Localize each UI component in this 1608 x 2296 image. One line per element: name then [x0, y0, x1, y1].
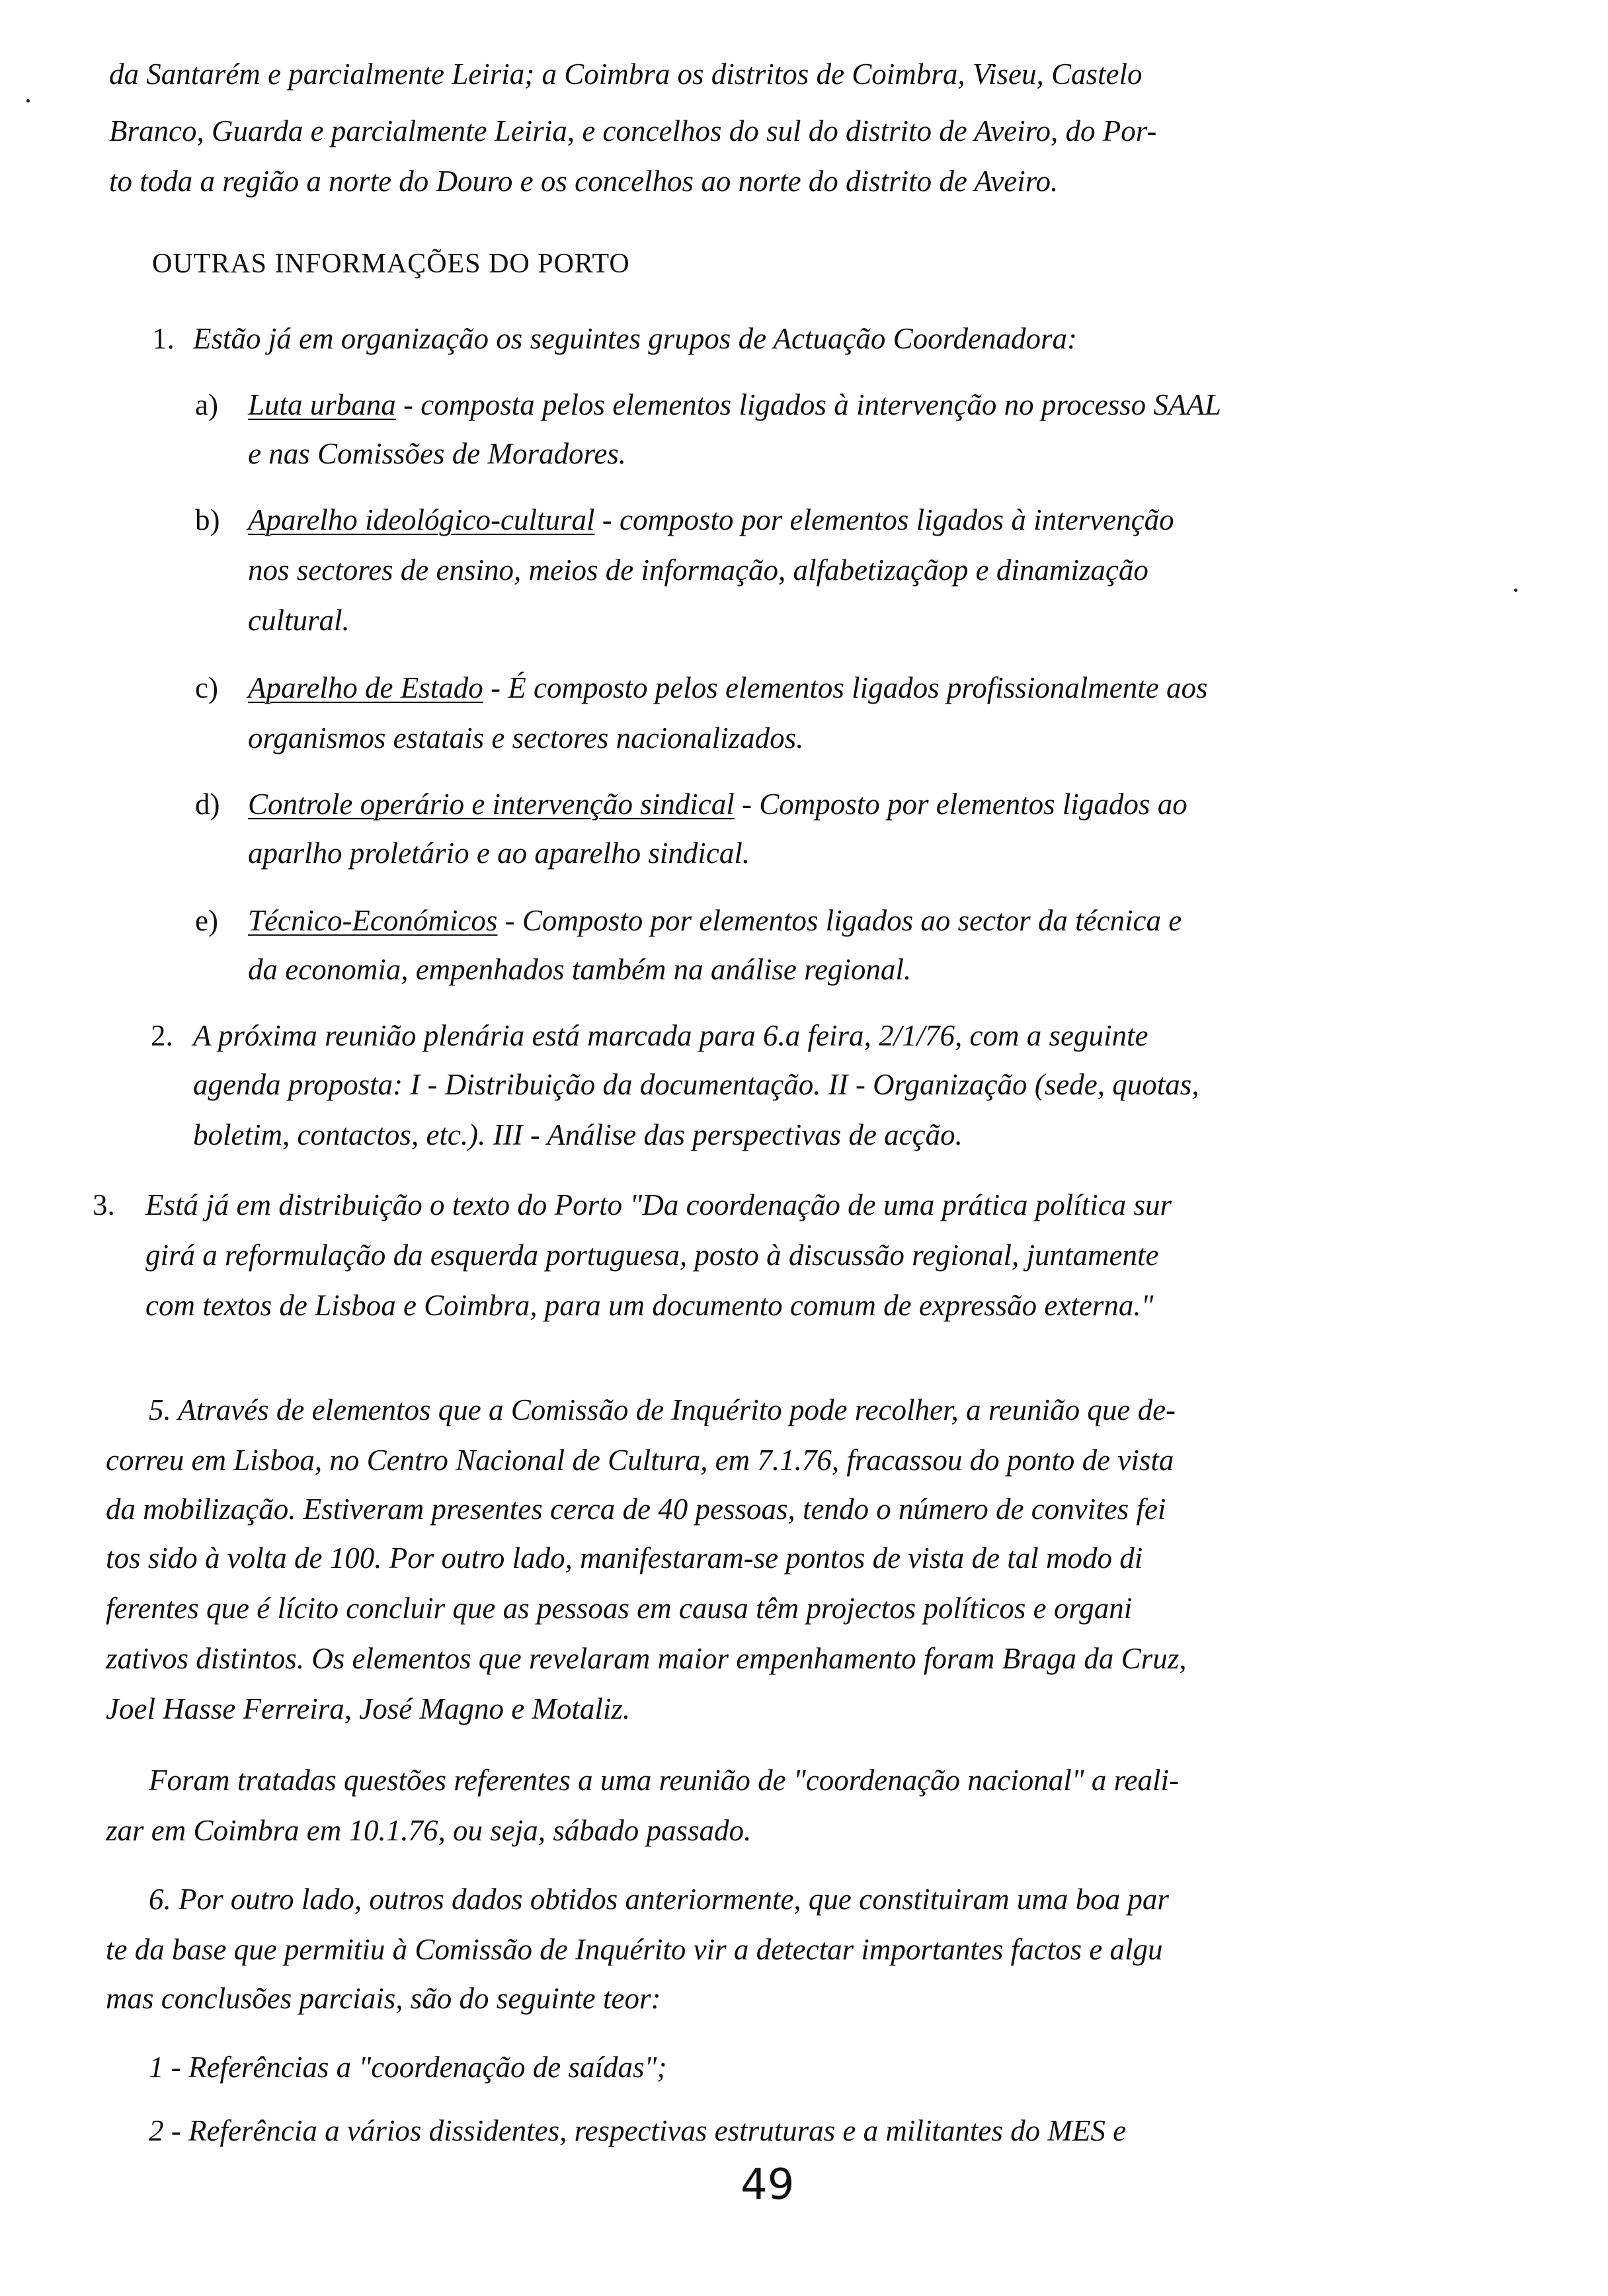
text-line: girá a reformulação da esquerda portuguesa, posto à discussão regional, juntamente — [145, 1239, 1159, 1272]
text-line: com textos de Lisboa e Coimbra, para um documento comum de expressão externa." — [145, 1289, 1154, 1322]
page-number: 49 — [741, 2160, 795, 2209]
text-line: correu em Lisboa, no Centro Nacional de Cultura, em 7.1.76, fracassou do ponto de vista — [106, 1444, 1174, 1477]
text-line: agenda proposta: I - Distribuição da documentação. II - Organização (sede, quotas, — [193, 1068, 1199, 1101]
subitem-text: - composta pelos elementos ligados à intervenção no processo SAAL — [395, 388, 1221, 421]
subitem-title: Aparelho de Estado — [248, 671, 483, 704]
subitem-text: - composto por elementos ligados à intervenção — [594, 503, 1174, 536]
text-line: ferentes que é lícito concluir que as pessoas em causa têm projectos políticos e organi — [106, 1592, 1133, 1625]
item-number: 1. — [152, 322, 175, 355]
text-line: Foram tratadas questões referentes a uma reunião de "coordenação nacional" a reali- — [149, 1764, 1179, 1797]
scan-speck — [1514, 589, 1517, 592]
subitem-label: c) — [195, 671, 218, 704]
subitem-label: d) — [195, 788, 220, 821]
text-line: aparlho proletário e ao aparelho sindical. — [248, 837, 750, 870]
text-line: zar em Coimbra em 10.1.76, ou seja, sábado passado. — [106, 1814, 752, 1847]
text-line: da mobilização. Estiveram presentes cerca de 40 pessoas, tendo o número de convites fei — [106, 1493, 1166, 1526]
text-line: organismos estatais e sectores nacionalizados. — [248, 721, 804, 755]
list-item: 1 - Referências a "coordenação de saídas"; — [149, 2051, 667, 2084]
item-text: Estão já em organização os seguintes grupos de Actuação Coordenadora: — [193, 322, 1077, 355]
subitem-text: - Composto por elementos ligados ao — [734, 788, 1187, 821]
text-line: tos sido à volta de 100. Por outro lado, manifestaram-se pontos de vista de tal modo di — [106, 1541, 1143, 1575]
subitem-first-line — [248, 390, 1221, 420]
text-line: da economia, empenhados também na análise regional. — [248, 953, 912, 986]
subitem-title: Técnico-Económicos — [248, 904, 498, 937]
text-line: 6. Por outro lado, outros dados obtidos anteriormente, que constituiram uma boa par — [149, 1883, 1169, 1916]
text-line: da Santarém e parcialmente Leiria; a Coimbra os distritos de Coimbra, Viseu, Castelo — [109, 58, 1143, 91]
item-number: 3. — [93, 1188, 115, 1221]
text-line: A próxima reunião plenária está marcada para 6.a feira, 2/1/76, com a seguinte — [193, 1019, 1148, 1052]
text-line: Branco, Guarda e parcialmente Leiria, e concelhos do sul do distrito de Aveiro, do Por- — [109, 114, 1157, 147]
text-line: cultural. — [248, 604, 350, 637]
subitem-first-line — [248, 790, 1187, 819]
text-line: Joel Hasse Ferreira, José Magno e Motaliz. — [106, 1692, 631, 1725]
item-number: 2. — [151, 1019, 173, 1052]
subitem-first-line — [248, 505, 1174, 535]
subitem-title: Aparelho ideológico-cultural — [248, 503, 595, 536]
subitem-text: - Composto por elementos ligados ao sector da técnica e — [497, 904, 1182, 937]
subitem-label: b) — [195, 503, 220, 536]
subitem-label: a) — [195, 388, 218, 421]
text-line: to toda a região a norte do Douro e os concelhos ao norte do distrito de Aveiro. — [109, 165, 1059, 198]
text-line: 5. Através de elementos que a Comissão de Inquérito pode recolher, a reunião que de- — [149, 1393, 1176, 1426]
list-item: 2 - Referência a vários dissidentes, respectivas estruturas e a militantes do MES e — [149, 2114, 1127, 2147]
subitem-text: - É composto pelos elementos ligados profissionalmente aos — [483, 671, 1208, 704]
text-line: e nas Comissões de Moradores. — [248, 437, 627, 470]
subitem-first-line — [248, 673, 1208, 703]
subitem-first-line — [248, 906, 1182, 936]
text-line: zativos distintos. Os elementos que revelaram maior empenhamento foram Braga da Cruz, — [106, 1642, 1187, 1675]
text-line: boletim, contactos, etc.). III - Análise das perspectivas de acção. — [193, 1118, 963, 1151]
text-line: Está já em distribuição o texto do Porto "Da coordenação de uma prática política sur — [145, 1188, 1172, 1221]
scan-speck — [26, 99, 30, 102]
subitem-label: e) — [195, 904, 218, 937]
section-heading: OUTRAS INFORMAÇÕES DO PORTO — [152, 249, 630, 279]
subitem-title: Luta urbana — [248, 388, 396, 421]
text-line: mas conclusões parciais, são do seguinte teor: — [106, 1982, 661, 2015]
text-line: nos sectores de ensino, meios de informação, alfabetizaçãop e dinamização — [248, 554, 1148, 587]
subitem-title: Controle operário e intervenção sindical — [248, 788, 735, 821]
text-line: te da base que permitiu à Comissão de Inquérito vir a detectar importantes factos e algu — [106, 1933, 1163, 1966]
